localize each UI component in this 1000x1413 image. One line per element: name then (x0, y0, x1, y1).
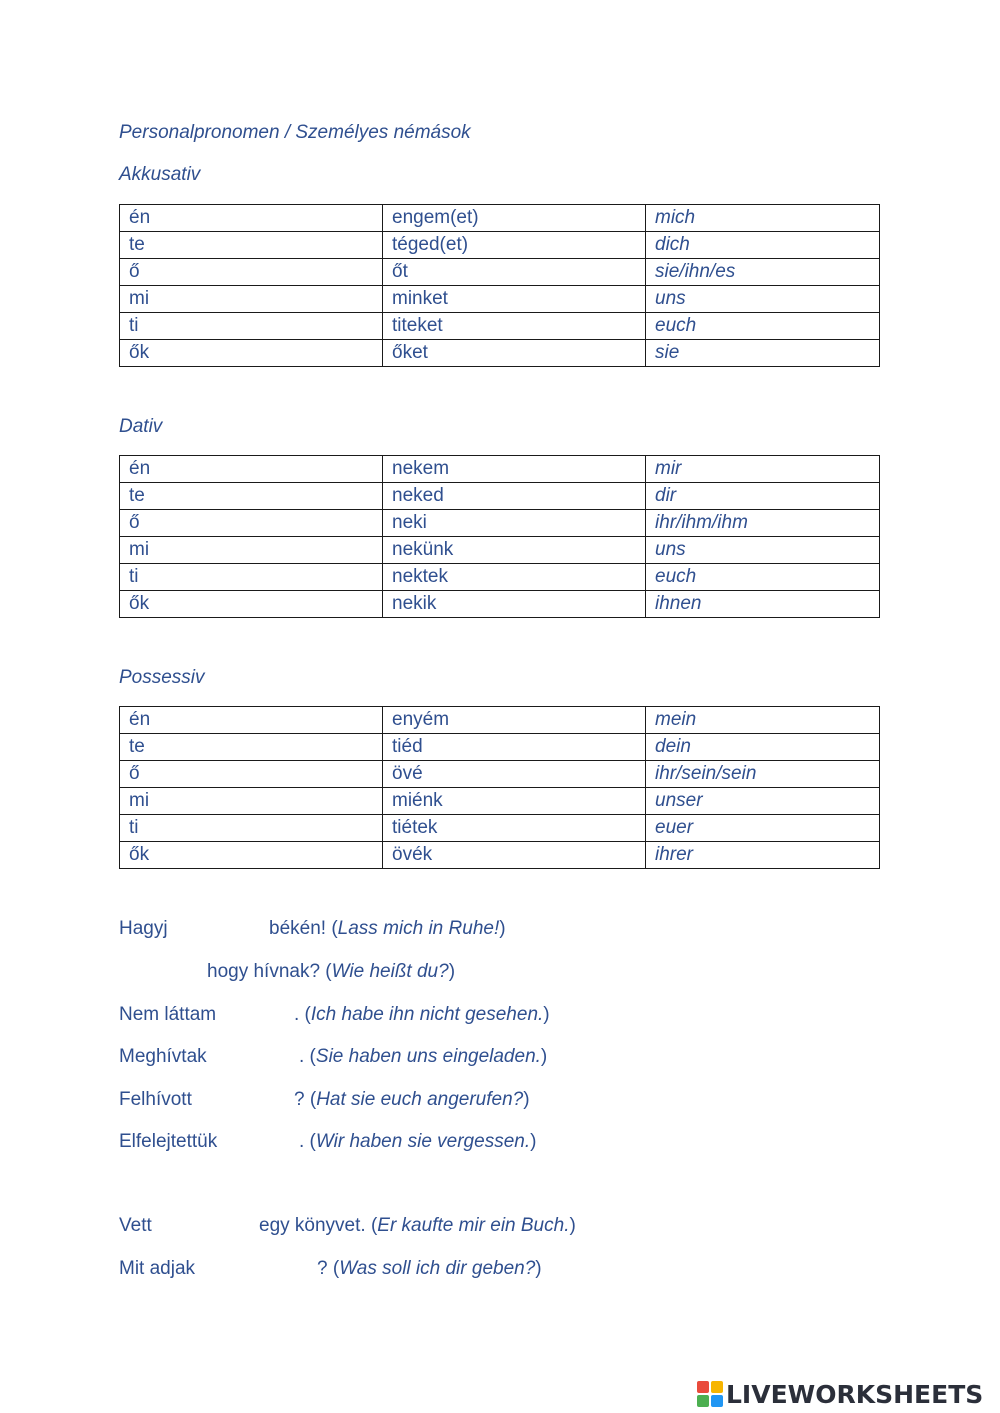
exercise-sentence-1 (119, 918, 168, 940)
sentence-start: Elfelejtettük (119, 1131, 218, 1152)
table-row (120, 232, 880, 259)
german-translation: Sie haben uns eingeladen. (315, 1046, 541, 1067)
logo-tile-icon (711, 1381, 723, 1393)
table-cell-german: ihr/ihm/ihm (646, 510, 880, 537)
german-translation: Wie heißt du? (331, 961, 449, 982)
german-translation: Ich habe ihn nicht gesehen. (310, 1004, 544, 1025)
table-cell-hungarian: nekünk (383, 537, 646, 564)
liveworksheets-logo (697, 1378, 983, 1410)
table-row (120, 707, 880, 734)
table-row (120, 815, 880, 842)
closing-paren: ) (543, 1004, 550, 1025)
sentence-start: Meghívtak (119, 1046, 207, 1067)
table-cell-pronoun: mi (120, 788, 383, 815)
closing-paren: ) (535, 1258, 542, 1279)
german-translation: Lass mich in Ruhe! (337, 918, 500, 939)
table-row (120, 313, 880, 340)
section-heading-dativ: Dativ (119, 416, 163, 437)
table-cell-pronoun: ő (120, 510, 383, 537)
exercise-sentence-6-rest (299, 1131, 536, 1153)
table-cell-hungarian: nektek (383, 564, 646, 591)
sentence-end: egy könyvet. ( (259, 1215, 378, 1236)
exercise-sentence-7-rest (259, 1215, 576, 1237)
table-cell-german: mein (646, 707, 880, 734)
table-cell-hungarian: titeket (383, 313, 646, 340)
table-cell-pronoun: mi (120, 286, 383, 313)
table-row (120, 259, 880, 286)
table-row (120, 286, 880, 313)
table-cell-german: dich (646, 232, 880, 259)
table-cell-pronoun: te (120, 483, 383, 510)
table-cell-german: ihnen (646, 591, 880, 618)
closing-paren: ) (523, 1089, 530, 1110)
section-heading-akkusativ: Akkusativ (119, 164, 201, 185)
table-cell-pronoun: ti (120, 815, 383, 842)
table-cell-german: dein (646, 734, 880, 761)
table-akkusativ (119, 204, 880, 367)
table-cell-german: mich (646, 205, 880, 232)
exercise-sentence-3 (119, 1004, 216, 1026)
table-cell-german: dir (646, 483, 880, 510)
table-cell-german: uns (646, 286, 880, 313)
exercise-sentence-8-rest (317, 1258, 542, 1280)
sentence-start: Hagyj (119, 918, 168, 939)
logo-tile-icon (697, 1381, 709, 1393)
closing-paren: ) (540, 1046, 548, 1067)
german-translation: Wir haben sie vergessen. (315, 1131, 531, 1152)
table-cell-pronoun: mi (120, 537, 383, 564)
table-cell-hungarian: tiéd (383, 734, 646, 761)
table-cell-pronoun: ők (120, 340, 383, 367)
sentence-start: Mit adjak (119, 1258, 196, 1279)
table-row (120, 734, 880, 761)
table-cell-pronoun: én (120, 205, 383, 232)
table-cell-pronoun: te (120, 232, 383, 259)
table-cell-pronoun: ők (120, 591, 383, 618)
exercise-sentence-2 (207, 961, 455, 983)
table-row (120, 510, 880, 537)
table-cell-pronoun: ő (120, 259, 383, 286)
table-cell-hungarian: nekem (383, 456, 646, 483)
logo-mark-icon (697, 1381, 723, 1407)
section-heading-possessiv: Possessiv (119, 667, 205, 688)
table-cell-pronoun: ti (120, 564, 383, 591)
sentence-end: . ( (294, 1004, 311, 1025)
table-cell-hungarian: neked (383, 483, 646, 510)
closing-paren: ) (448, 961, 456, 982)
german-translation: Er kaufte mir ein Buch. (377, 1215, 570, 1236)
table-cell-hungarian: téged(et) (383, 232, 646, 259)
table-cell-pronoun: én (120, 456, 383, 483)
logo-tile-icon (697, 1395, 709, 1407)
closing-paren: ) (499, 918, 506, 939)
table-row (120, 456, 880, 483)
table-cell-hungarian: enyém (383, 707, 646, 734)
closing-paren: ) (530, 1131, 537, 1152)
table-dativ (119, 455, 880, 618)
table-cell-hungarian: őt (383, 259, 646, 286)
table-cell-german: euer (646, 815, 880, 842)
sentence-end: ? ( (294, 1089, 317, 1110)
table-cell-german: euch (646, 564, 880, 591)
exercise-sentence-3-rest (294, 1004, 550, 1026)
table-row (120, 591, 880, 618)
table-cell-german: unser (646, 788, 880, 815)
sentence-end: . ( (299, 1046, 316, 1067)
logo-text: LIVEWORKSHEETS (726, 1379, 984, 1409)
table-cell-pronoun: ők (120, 842, 383, 869)
exercise-sentence-7 (119, 1215, 152, 1237)
table-cell-hungarian: őket (383, 340, 646, 367)
sentence-end: békén! ( (269, 918, 338, 939)
table-cell-hungarian: nekik (383, 591, 646, 618)
exercise-sentence-8 (119, 1258, 195, 1280)
table-cell-hungarian: övé (383, 761, 646, 788)
table-row (120, 205, 880, 232)
logo-tile-icon (711, 1395, 723, 1407)
table-row (120, 564, 880, 591)
table-row (120, 483, 880, 510)
table-cell-german: euch (646, 313, 880, 340)
table-cell-german: mir (646, 456, 880, 483)
table-cell-german: ihr/sein/sein (646, 761, 880, 788)
sentence-end: . ( (299, 1131, 316, 1152)
table-cell-pronoun: te (120, 734, 383, 761)
table-cell-hungarian: tiétek (383, 815, 646, 842)
exercise-sentence-4-rest (299, 1046, 547, 1068)
sentence-start: Vett (119, 1215, 152, 1236)
exercise-sentence-5 (119, 1089, 192, 1111)
table-cell-hungarian: miénk (383, 788, 646, 815)
table-row (120, 788, 880, 815)
table-cell-hungarian: minket (383, 286, 646, 313)
german-translation: Hat sie euch angerufen? (316, 1089, 524, 1110)
sentence-start: Felhívott (119, 1089, 192, 1110)
page-title: Personalpronomen / Személyes némások (119, 122, 471, 143)
table-row (120, 340, 880, 367)
closing-paren: ) (569, 1215, 576, 1236)
exercise-sentence-1-rest (269, 918, 506, 940)
table-cell-german: ihrer (646, 842, 880, 869)
sentence-end: hogy hívnak? ( (207, 961, 332, 982)
table-cell-pronoun: ti (120, 313, 383, 340)
exercise-sentence-4 (119, 1046, 207, 1068)
table-cell-german: sie/ihn/es (646, 259, 880, 286)
table-cell-german: uns (646, 537, 880, 564)
table-cell-german: sie (646, 340, 880, 367)
table-cell-hungarian: engem(et) (383, 205, 646, 232)
sentence-start: Nem láttam (119, 1004, 217, 1025)
exercise-sentence-5-rest (294, 1089, 530, 1111)
table-cell-hungarian: övék (383, 842, 646, 869)
table-row (120, 537, 880, 564)
sentence-end: ? ( (317, 1258, 340, 1279)
exercise-sentence-6 (119, 1131, 217, 1153)
table-row (120, 842, 880, 869)
table-cell-pronoun: én (120, 707, 383, 734)
table-possessiv (119, 706, 880, 869)
table-row (120, 761, 880, 788)
german-translation: Was soll ich dir geben? (339, 1258, 536, 1279)
table-cell-hungarian: neki (383, 510, 646, 537)
table-cell-pronoun: ő (120, 761, 383, 788)
